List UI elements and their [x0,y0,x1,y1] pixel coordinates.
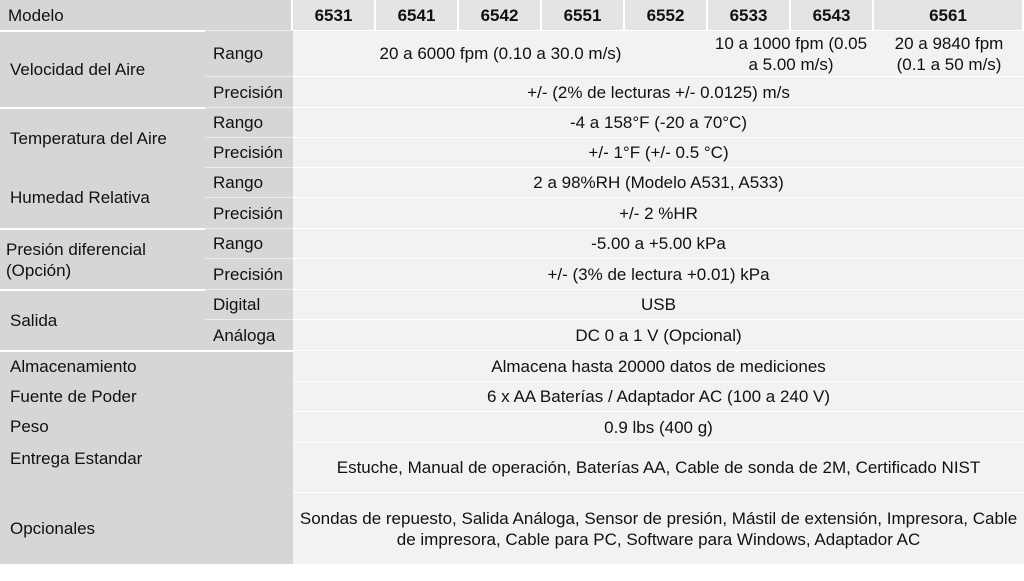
presion-rango-label: Rango [205,228,293,258]
velocidad-label: Velocidad del Aire [0,30,205,107]
humedad-label: Humedad Relativa [0,167,205,228]
model-6542: 6542 [459,0,542,30]
model-6552: 6552 [625,0,708,30]
fuente-row [0,381,1024,411]
presion-precision: +/- (3% de lectura +0.01) kPa [293,258,1024,289]
velocidad-rango-a: 20 a 6000 fpm (0.10 a 30.0 m/s) [293,30,708,76]
velocidad-rango-row [0,30,1024,76]
fuente-label: Fuente de Poder [0,381,293,411]
model-6531: 6531 [293,0,376,30]
model-6543: 6543 [791,0,874,30]
entrega-value: Estuche, Manual de operación, Baterías AA, Cable de sonda de 2M, Certificado NIST [293,442,1024,492]
header-row [0,0,1024,30]
almacenamiento-value: Almacena hasta 20000 datos de mediciones [293,350,1024,381]
salida-analoga: DC 0 a 1 V (Opcional) [293,319,1024,350]
presion-rango-row [0,228,1024,258]
velocidad-rango-label: Rango [205,30,293,76]
peso-value: 0.9 lbs (400 g) [293,411,1024,442]
model-6533: 6533 [708,0,791,30]
humedad-rango-row [0,167,1024,197]
humedad-precision-label: Precisión [205,197,293,228]
opcionales-value: Sondas de repuesto, Salida Análoga, Sensor de presión, Mástil de extensión, Impresora, Cable de impresora, Cable para PC, Software para Windows, Adaptador AC [293,492,1024,564]
velocidad-rango-c: 20 a 9840 fpm (0.1 a 50 m/s) [874,30,1024,76]
velocidad-rango-b: 10 a 1000 fpm (0.05 a 5.00 m/s) [708,30,874,76]
temperatura-rango-row [0,107,1024,137]
model-6541: 6541 [376,0,459,30]
velocidad-precision: +/- (2% de lecturas +/- 0.0125) m/s [293,76,1024,107]
entrega-row [0,442,1024,492]
almacenamiento-row [0,350,1024,381]
model-6551: 6551 [542,0,625,30]
header-label: Modelo [0,0,293,30]
temperatura-rango-label: Rango [205,107,293,137]
salida-digital: USB [293,289,1024,319]
humedad-rango: 2 a 98%RH (Modelo A531, A533) [293,167,1024,197]
presion-precision-label: Precisión [205,258,293,289]
fuente-value: 6 x AA Baterías / Adaptador AC (100 a 240 V) [293,381,1024,411]
presion-rango: -5.00 a +5.00 kPa [293,228,1024,258]
almacenamiento-label: Almacenamiento [0,350,293,381]
humedad-precision: +/- 2 %HR [293,197,1024,228]
salida-digital-row [0,289,1024,319]
velocidad-precision-label: Precisión [205,76,293,107]
opcionales-row [0,492,1024,564]
temperatura-precision: +/- 1°F (+/- 0.5 °C) [293,137,1024,167]
temperatura-rango: -4 a 158°F (-20 a 70°C) [293,107,1024,137]
temperatura-precision-label: Precisión [205,137,293,167]
opcionales-label: Opcionales [0,492,293,564]
salida-analoga-label: Análoga [205,319,293,350]
peso-label: Peso [0,411,293,442]
salida-label: Salida [0,289,205,350]
presion-label: Presión diferencial (Opción) [0,228,205,289]
salida-digital-label: Digital [205,289,293,319]
model-6561: 6561 [874,0,1024,30]
entrega-label: Entrega Estandar [0,442,293,492]
peso-row [0,411,1024,442]
temperatura-label: Temperatura del Aire [0,107,205,167]
humedad-rango-label: Rango [205,167,293,197]
